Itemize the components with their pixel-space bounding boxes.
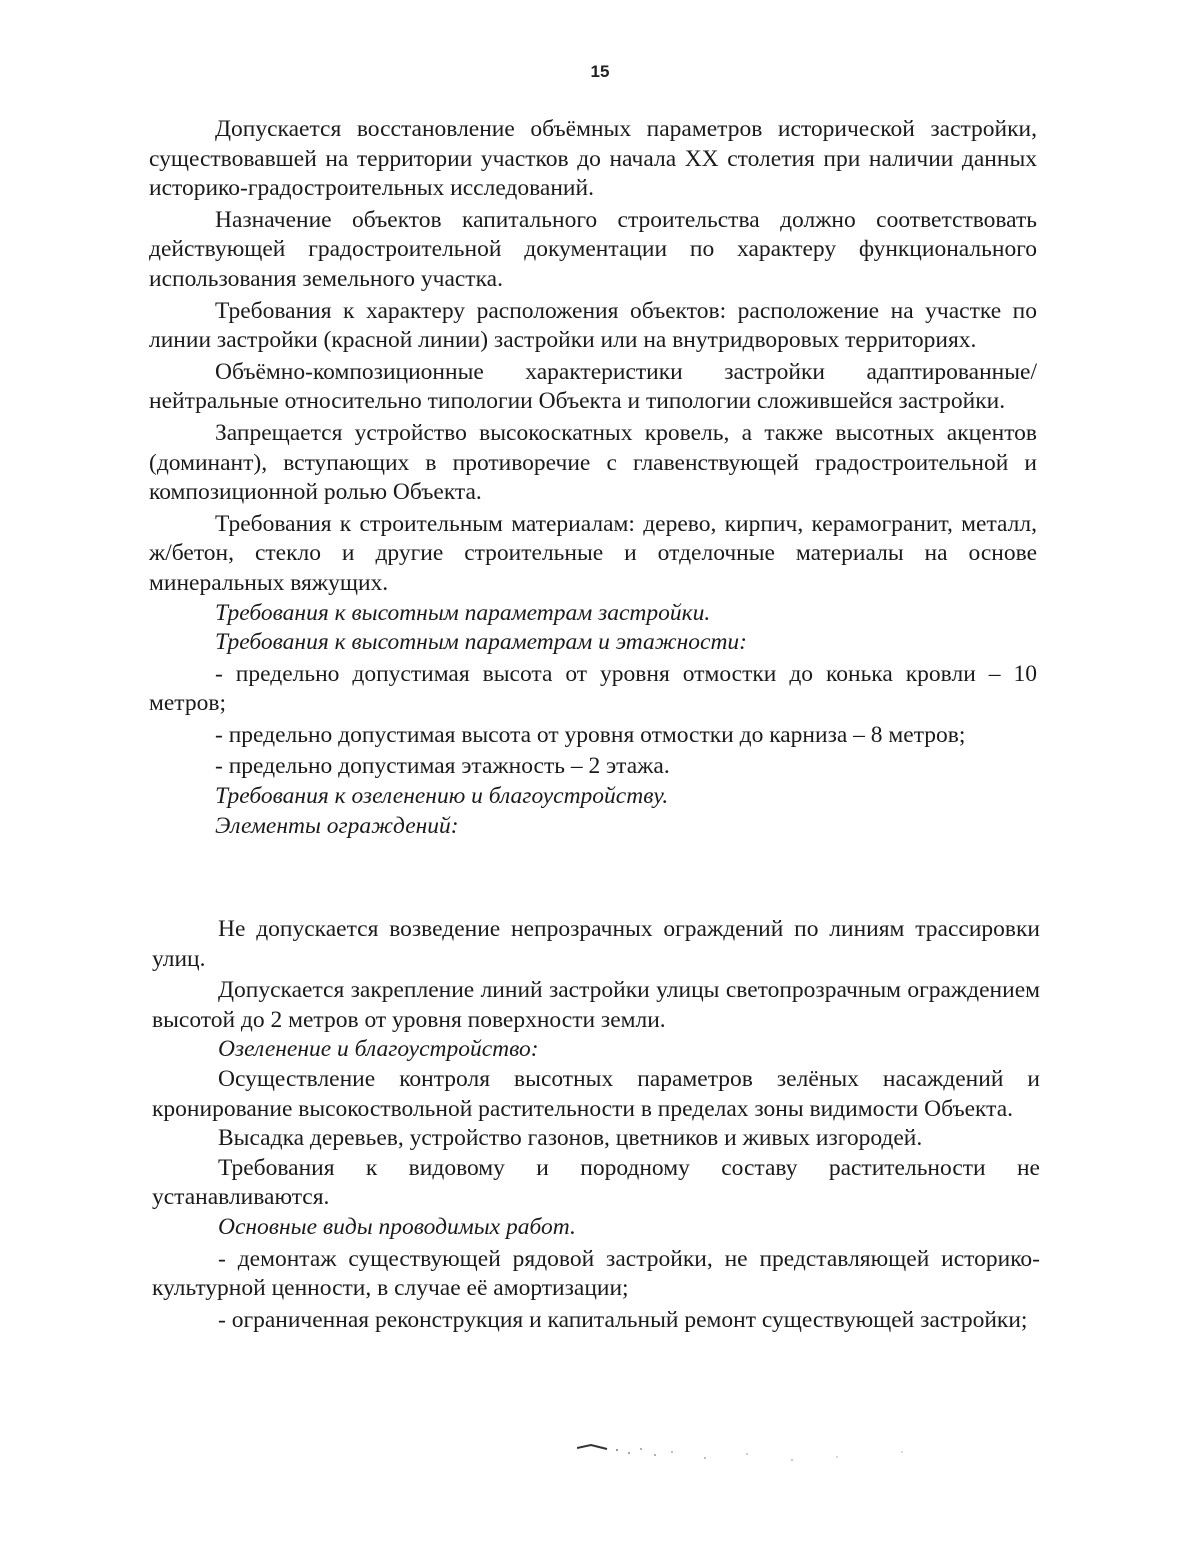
paragraph: Назначение объектов капитального строительства должно соответствовать действующей градостроительной документации по характеру функционального использования земельного участка. <box>149 206 1037 292</box>
list-item: - предельно допустимая высота от уровня отмостки до карниза – 8 метров; <box>215 721 966 748</box>
paragraph: Допускается закрепление линий застройки улицы светопрозрачным ограждением высотой до 2 метров от уровня поверхности земли. <box>152 977 1040 1033</box>
paragraph: Допускается восстановление объёмных параметров исторической застройки, существовавшей на территории участков до начала XX столетия при наличии данных историко-градостроительных исследований. <box>149 116 1037 202</box>
paragraph: Не допускается возведение непрозрачных ограждений по линиям трассировки улиц. <box>152 916 1040 972</box>
section-heading: Элементы ограждений: <box>215 812 459 839</box>
page-number: 15 <box>590 62 610 81</box>
paragraph: Объёмно-композиционные характеристики застройки адаптированные/ нейтральные относительно типологии Объекта и типологии сложившейся застройки. <box>149 358 1037 415</box>
section-heading: Требования к высотным параметрам и этажности: <box>215 629 747 656</box>
document-body-lower <box>152 915 1040 1335</box>
paragraph: Осуществление контроля высотных параметров зелёных насаждений и кронирование высокоствольной растительности в пределах зоны видимости Объекта. <box>152 1065 1040 1122</box>
document-body-upper <box>149 115 1037 841</box>
section-heading: Требования к высотным параметрам застройки. <box>215 599 711 626</box>
list-item: - предельно допустимая этажность – 2 этажа. <box>215 753 670 780</box>
list-item: - демонтаж существующей рядовой застройки, не представляющей историко-культурной ценности, в случае её амортизации; <box>152 1245 1040 1302</box>
list-item: - предельно допустимая высота от уровня отмостки до конька кровли – 10 метров; <box>149 660 1037 717</box>
paragraph: Требования к характеру расположения объектов: расположение на участке по линии застройки (красной линии) застройки или на внутридворовых территориях. <box>149 297 1037 354</box>
paragraph: Высадка деревьев, устройство газонов, цветников и живых изгородей. <box>218 1125 923 1152</box>
paragraph: Запрещается устройство высокоскатных кровель, а также высотных акцентов (доминант), вступающих в противоречие с главенствующей градостроительной и композиционной ролью Объекта. <box>149 419 1037 506</box>
paragraph: Требования к строительным материалам: дерево, кирпич, керамогранит, металл, ж/бетон, стекло и другие строительные и отделочные материалы на основе минеральных вяжущих. <box>149 510 1037 596</box>
section-heading: Озеленение и благоустройство: <box>218 1036 539 1063</box>
section-heading: Требования к озеленению и благоустройству. <box>215 783 669 810</box>
scan-artifact <box>577 1440 917 1470</box>
list-item: - ограниченная реконструкция и капитальный ремонт существующей застройки; <box>218 1306 1028 1333</box>
paragraph: Требования к видовому и породному составу растительности не устанавливаются. <box>152 1154 1040 1211</box>
section-heading: Основные виды проводимых работ. <box>218 1213 576 1240</box>
scan-noise-icon <box>577 1440 917 1470</box>
